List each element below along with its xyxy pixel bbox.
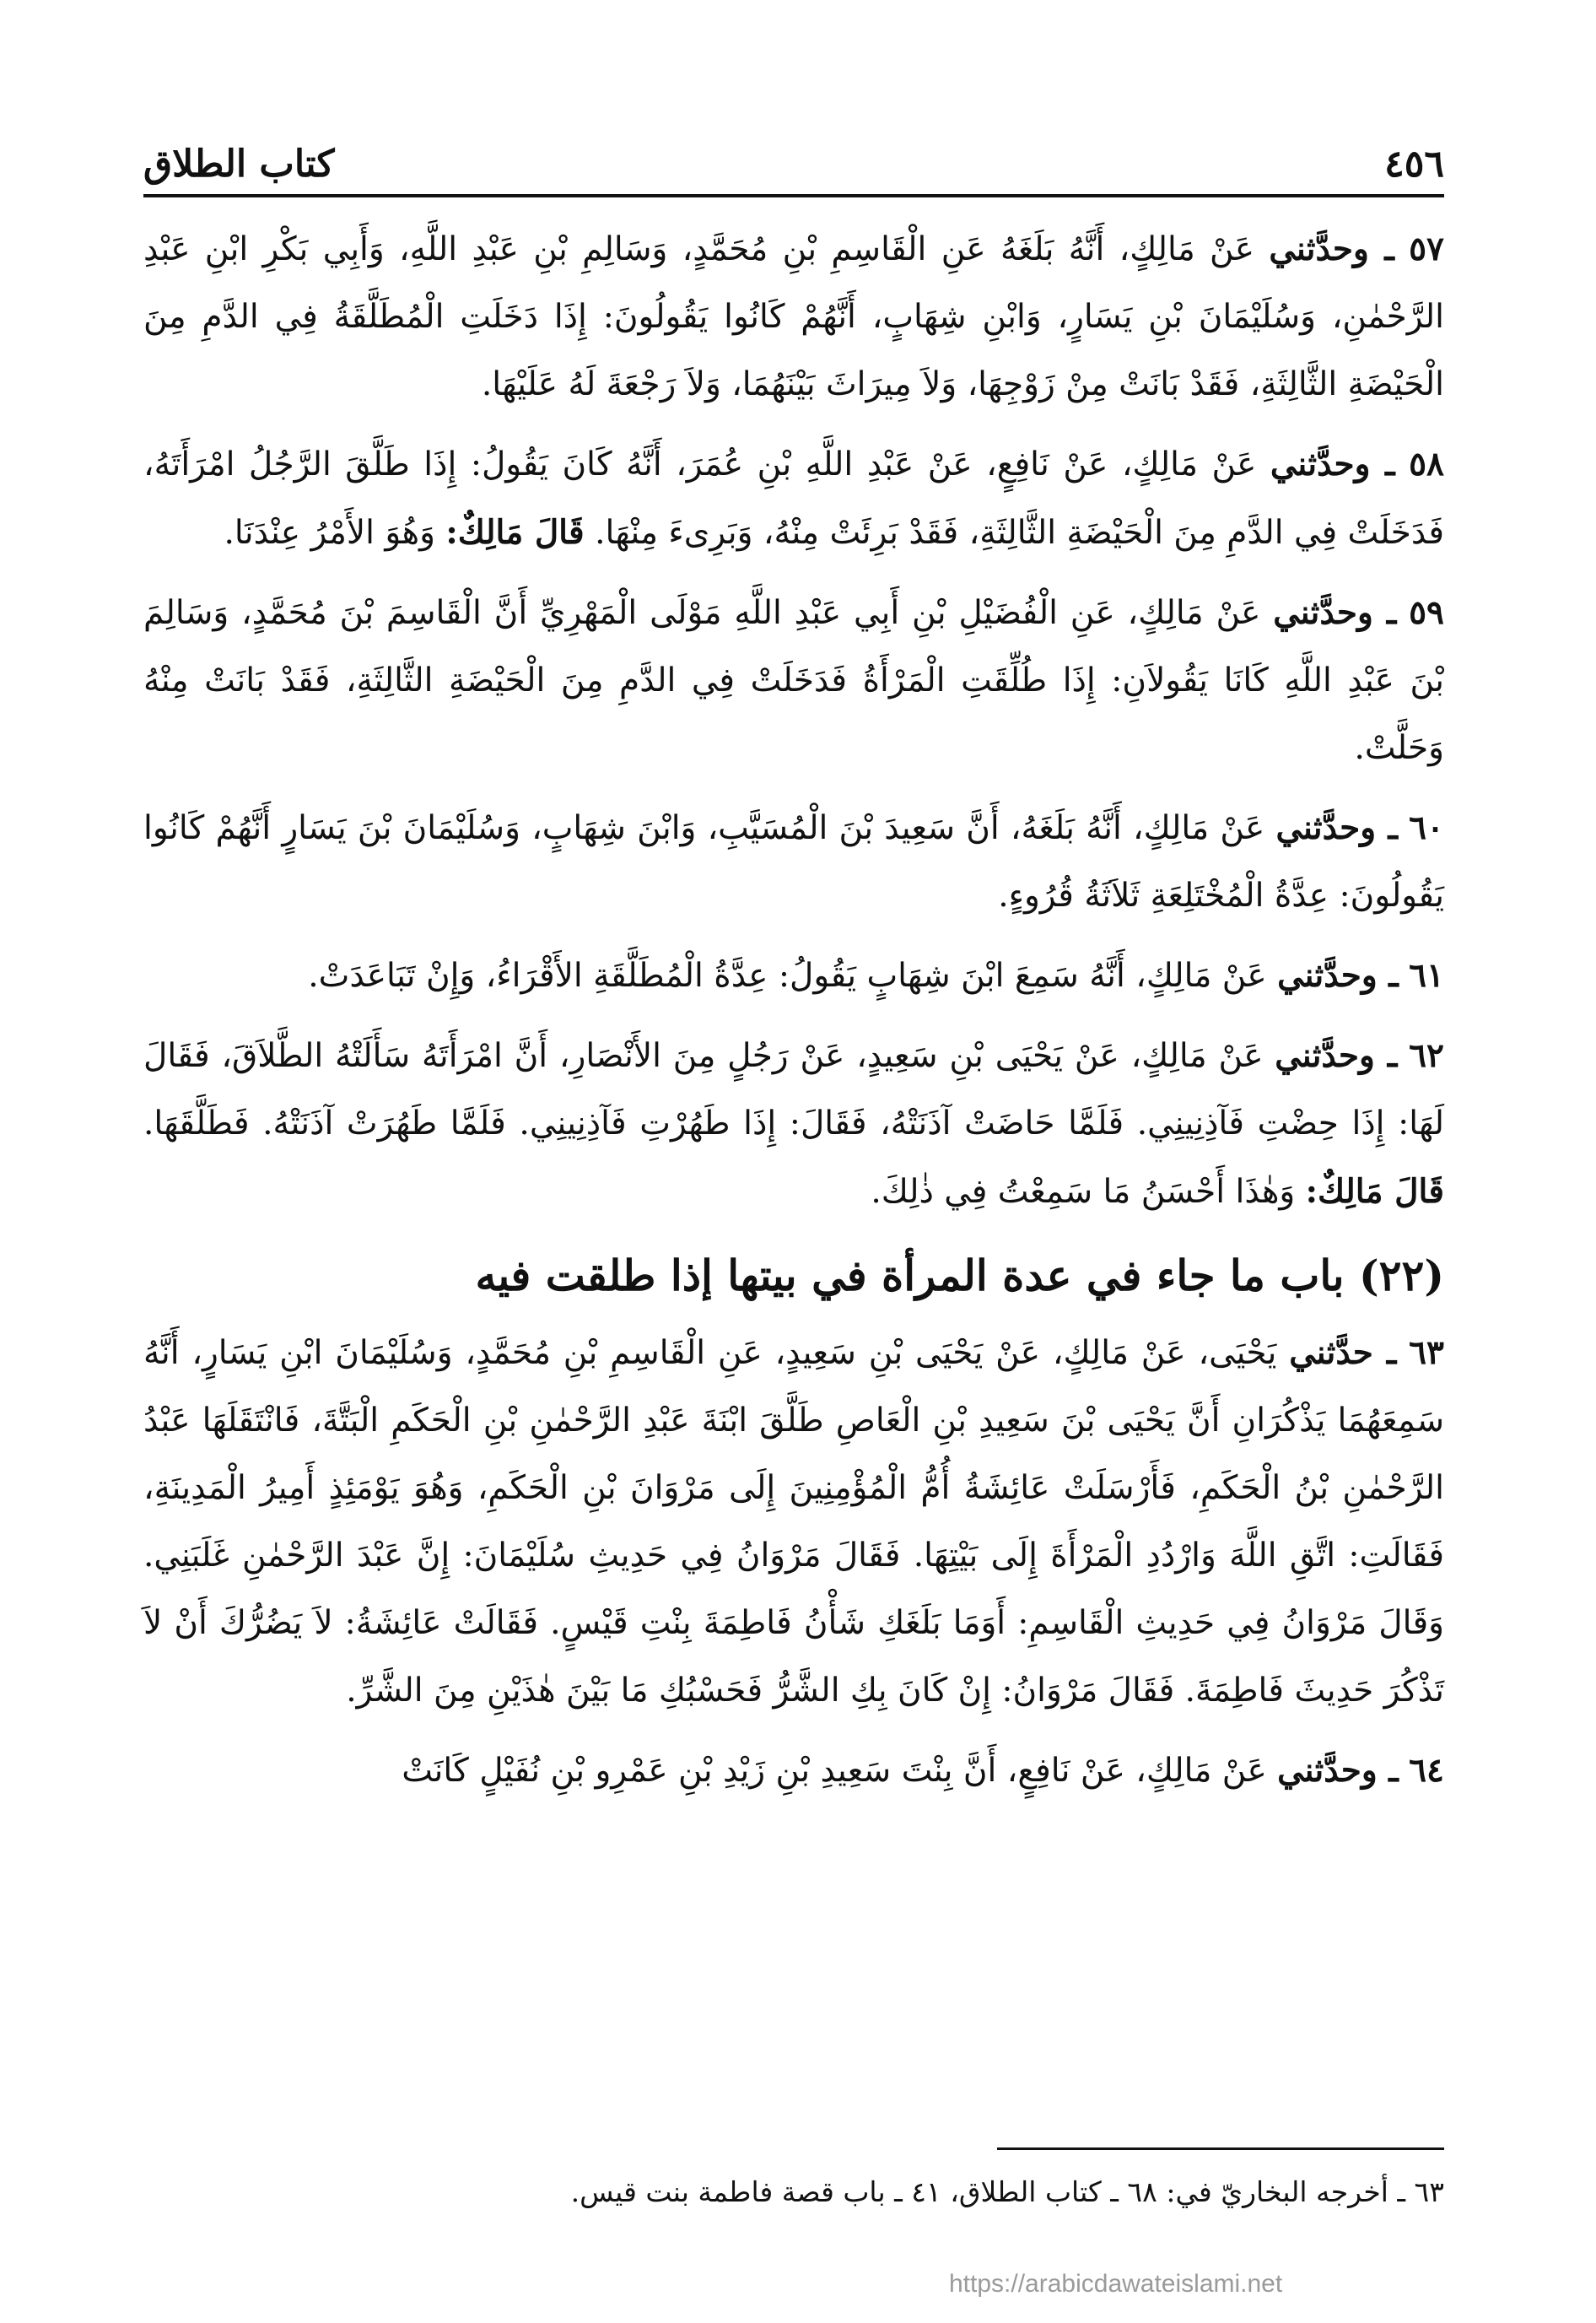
hadith-lead: وحدَّثني (1275, 1036, 1375, 1075)
hadith-61: ٦١ ـ وحدَّثني عَنْ مَالِكٍ، أَنَّهُ سَمِعَ ابْنَ شِهَابٍ يَقُولُ: عِدَّةُ الْمُطَلَّقَةِ الأَقْرَاءُ، وَإِنْ تَبَاعَدَتْ. (308, 956, 1444, 995)
running-header (143, 118, 1444, 197)
hadith-62: ٦٢ ـ وحدَّثني عَنْ مَالِكٍ، عَنْ يَحْيَى بْنِ سَعِيدٍ، عَنْ رَجُلٍ مِنَ الأَنْصَارِ، أَنَّ امْرَأَتَهُ سَأَلَتْهُ الطَّلاَقَ، فَقَالَ لَهَا: إِذَا حِضْتِ فَآذِنِينِي. فَلَمَّا حَاضَتْ آذَنَتْهُ، فَقَالَ: إِذَا طَهُرْتِ فَآذِنِينِي. فَلَمَّا طَهُرَتْ آذَنَتْهُ. فَطَلَّقَهَا. قَالَ مَالِكٌ: وَهٰذَا أَحْسَنُ مَا سَمِعْتُ فِي ذٰلِكَ. (143, 1036, 1444, 1211)
hadith-text: عَنْ مَالِكٍ، عَنْ يَحْيَى بْنِ سَعِيدٍ، عَنْ رَجُلٍ مِنَ الأَنْصَارِ، أَنَّ امْرَأَتَهُ سَأَلَتْهُ الطَّلاَقَ، فَقَالَ لَهَا: إِذَا حِضْتِ فَآذِنِينِي. فَلَمَّا حَاضَتْ آذَنَتْهُ، فَقَالَ: إِذَا طَهُرْتِ فَآذِنِينِي. فَلَمَّا طَهُرَتْ آذَنَتْهُ. فَطَلَّقَهَا. (143, 1037, 1444, 1143)
hadith-lead: وحدَّثني (1277, 1751, 1378, 1790)
hadith-number: ٥٨ (1409, 445, 1444, 484)
footnote-divider (997, 2147, 1444, 2150)
malik-said: قَالَ مَالِكٌ: (445, 513, 585, 552)
watermark-url: https://arabicdawateislami.net (949, 2270, 1283, 2298)
hadith-lead: وحدَّثني (1270, 445, 1371, 484)
hadith-lead: وحدَّثني (1273, 593, 1373, 632)
hadith-text: عَنْ مَالِكٍ، عَنِ الْفُضَيْلِ بْنِ أَبِي عَبْدِ اللَّهِ مَوْلَى الْمَهْرِيِّ أَنَّ الْقَاسِمَ بْنَ مُحَمَّدٍ، وَسَالِمَ بْنَ عَبْدِ اللَّهِ كَانَا يَقُولاَنِ: إِذَا طُلِّقَتِ الْمَرْأَةُ فَدَخَلَتْ فِي الدَّمِ مِنَ الْحَيْضَةِ الثَّالِثَةِ، فَقَدْ بَانَتْ مِنْهُ وَحَلَّتْ. (143, 594, 1444, 767)
hadith-number: ٦٤ (1409, 1751, 1444, 1790)
hadith-text: عَنْ مَالِكٍ، عَنْ نَافِعٍ، أَنَّ بِنْتَ سَعِيدِ بْنِ زَيْدِ بْنِ عَمْرِو بْنِ نُفَيْلٍ كَانَتْ (402, 1752, 1267, 1790)
hadith-number: ٦٠ (1409, 808, 1444, 847)
hadith-59: ٥٩ ـ وحدَّثني عَنْ مَالِكٍ، عَنِ الْفُضَيْلِ بْنِ أَبِي عَبْدِ اللَّهِ مَوْلَى الْمَهْرِيِّ أَنَّ الْقَاسِمَ بْنَ مُحَمَّدٍ، وَسَالِمَ بْنَ عَبْدِ اللَّهِ كَانَا يَقُولاَنِ: إِذَا طُلِّقَتِ الْمَرْأَةُ فَدَخَلَتْ فِي الدَّمِ مِنَ الْحَيْضَةِ الثَّالِثَةِ، فَقَدْ بَانَتْ مِنْهُ وَحَلَّتْ. (143, 593, 1444, 767)
hadith-64: ٦٤ ـ وحدَّثني عَنْ مَالِكٍ، عَنْ نَافِعٍ، أَنَّ بِنْتَ سَعِيدِ بْنِ زَيْدِ بْنِ عَمْرِو بْنِ نُفَيْلٍ كَانَتْ (402, 1751, 1444, 1790)
document-body (143, 215, 1444, 1817)
hadith-after: وَهُوَ الأَمْرُ عِنْدَنَا. (224, 514, 435, 552)
hadith-text: عَنْ مَالِكٍ، أَنَّهُ بَلَغَهُ عَنِ الْقَاسِمِ بْنِ مُحَمَّدٍ، وَسَالِمِ بْنِ عَبْدِ اللَّهِ، وَأَبِي بَكْرِ ابْنِ عَبْدِ الرَّحْمٰنِ، وَسُلَيْمَانَ بْنِ يَسَارٍ، وَابْنِ شِهَابٍ، أَنَّهُمْ كَانُوا يَقُولُونَ: إِذَا دَخَلَتِ الْمُطَلَّقَةُ فِي الدَّمِ مِنَ الْحَيْضَةِ الثَّالِثَةِ، فَقَدْ بَانَتْ مِنْ زَوْجِهَا، وَلاَ مِيرَاثَ بَيْنَهُمَا، وَلاَ رَجْعَةَ لَهُ عَلَيْهَا. (143, 230, 1444, 403)
malik-said: قَالَ مَالِكٌ: (1305, 1172, 1444, 1211)
hadith-number: ٦١ (1409, 956, 1444, 995)
hadith-lead: حدَّثني (1289, 1333, 1373, 1372)
hadith-number: ٥٩ (1409, 593, 1444, 632)
hadith-number: ٦٢ (1409, 1036, 1444, 1075)
hadith-number: ٦٣ (1409, 1333, 1444, 1372)
hadith-60: ٦٠ ـ وحدَّثني عَنْ مَالِكٍ، أَنَّهُ بَلَغَهُ، أَنَّ سَعِيدَ بْنَ الْمُسَيَّبِ، وَابْنَ شِهَابٍ، وَسُلَيْمَانَ بْنَ يَسَارٍ أَنَّهُمْ كَانُوا يَقُولُونَ: عِدَّةُ الْمُخْتَلِعَةِ ثَلاَثَةُ قُرُوءٍ. (143, 808, 1444, 915)
hadith-number: ٥٧ (1409, 230, 1444, 268)
hadith-63: ٦٣ ـ حدَّثني يَحْيَى، عَنْ مَالِكٍ، عَنْ يَحْيَى بْنِ سَعِيدٍ، عَنِ الْقَاسِمِ بْنِ مُحَمَّدٍ، وَسُلَيْمَانَ ابْنِ يَسَارٍ، أَنَّهُ سَمِعَهُمَا يَذْكُرَانِ أَنَّ يَحْيَى بْنَ سَعِيدِ بْنِ الْعَاصِ طَلَّقَ ابْنَةَ عَبْدِ الرَّحْمٰنِ بْنِ الْحَكَمِ الْبَتَّةَ، فَانْتَقَلَهَا عَبْدُ الرَّحْمٰنِ بْنُ الْحَكَمِ، فَأَرْسَلَتْ عَائِشَةُ أُمُّ الْمُؤْمِنِينَ إِلَى مَرْوَانَ بْنِ الْحَكَمِ، وَهُوَ يَوْمَئِذٍ أَمِيرُ الْمَدِينَةِ، فَقَالَتِ: اتَّقِ اللَّهَ وَارْدُدِ الْمَرْأَةَ إِلَى بَيْتِهَا. فَقَالَ مَرْوَانُ فِي حَدِيثِ سُلَيْمَانَ: إِنَّ عَبْدَ الرَّحْمٰنِ غَلَبَنِي. وَقَالَ مَرْوَانُ فِي حَدِيثِ الْقَاسِمِ: أَوَمَا بَلَغَكِ شَأْنُ فَاطِمَةَ بِنْتِ قَيْسٍ. فَقَالَتْ عَائِشَةُ: لاَ يَضُرُّكَ أَنْ لاَ تَذْكُرَ حَدِيثَ فَاطِمَةَ. فَقَالَ مَرْوَانُ: إِنْ كَانَ بِكِ الشَّرُّ فَحَسْبُكِ مَا بَيْنَ هٰذَيْنِ مِنَ الشَّرِّ. (143, 1333, 1444, 1710)
hadith-text: عَنْ مَالِكٍ، أَنَّهُ بَلَغَهُ، أَنَّ سَعِيدَ بْنَ الْمُسَيَّبِ، وَابْنَ شِهَابٍ، وَسُلَيْمَانَ بْنَ يَسَارٍ أَنَّهُمْ كَانُوا يَقُولُونَ: عِدَّةُ الْمُخْتَلِعَةِ ثَلاَثَةُ قُرُوءٍ. (143, 809, 1444, 915)
hadith-lead: وحدَّثني (1275, 808, 1377, 847)
hadith-after: وَهٰذَا أَحْسَنُ مَا سَمِعْتُ فِي ذٰلِكَ. (871, 1173, 1296, 1211)
hadith-text: عَنْ مَالِكٍ، أَنَّهُ سَمِعَ ابْنَ شِهَابٍ يَقُولُ: عِدَّةُ الْمُطَلَّقَةِ الأَقْرَاءُ، وَإِنْ تَبَاعَدَتْ. (308, 957, 1267, 995)
hadith-58: ٥٨ ـ وحدَّثني عَنْ مَالِكٍ، عَنْ نَافِعٍ، عَنْ عَبْدِ اللَّهِ بْنِ عُمَرَ، أَنَّهُ كَانَ يَقُولُ: إِذَا طَلَّقَ الرَّجُلُ امْرَأَتَهُ، فَدَخَلَتْ فِي الدَّمِ مِنَ الْحَيْضَةِ الثَّالِثَةِ، فَقَدْ بَرِئَتْ مِنْهُ، وَبَرِىءَ مِنْهَا. قَالَ مَالِكٌ: وَهُوَ الأَمْرُ عِنْدَنَا. (143, 445, 1444, 552)
footnote: ٦٣ ـ أخرجه البخاريّ في: ٦٨ ـ كتاب الطلاق، ٤١ ـ باب قصة فاطمة بنت قيس. (570, 2175, 1444, 2208)
hadith-text: عَنْ مَالِكٍ، عَنْ نَافِعٍ، عَنْ عَبْدِ اللَّهِ بْنِ عُمَرَ، أَنَّهُ كَانَ يَقُولُ: إِذَا طَلَّقَ الرَّجُلُ امْرَأَتَهُ، فَدَخَلَتْ فِي الدَّمِ مِنَ الْحَيْضَةِ الثَّالِثَةِ، فَقَدْ بَرِئَتْ مِنْهُ، وَبَرِىءَ مِنْهَا. (143, 446, 1444, 552)
hadith-lead: وحدَّثني (1269, 230, 1369, 268)
page-number: ٤٥٦ (1384, 143, 1444, 186)
hadith-text: يَحْيَى، عَنْ مَالِكٍ، عَنْ يَحْيَى بْنِ سَعِيدٍ، عَنِ الْقَاسِمِ بْنِ مُحَمَّدٍ، وَسُلَيْمَانَ ابْنِ يَسَارٍ، أَنَّهُ سَمِعَهُمَا يَذْكُرَانِ أَنَّ يَحْيَى بْنَ سَعِيدِ بْنِ الْعَاصِ طَلَّقَ ابْنَةَ عَبْدِ الرَّحْمٰنِ بْنِ الْحَكَمِ الْبَتَّةَ، فَانْتَقَلَهَا عَبْدُ الرَّحْمٰنِ بْنُ الْحَكَمِ، فَأَرْسَلَتْ عَائِشَةُ أُمُّ الْمُؤْمِنِينَ إِلَى مَرْوَانَ بْنِ الْحَكَمِ، وَهُوَ يَوْمَئِذٍ أَمِيرُ الْمَدِينَةِ، فَقَالَتِ: اتَّقِ اللَّهَ وَارْدُدِ الْمَرْأَةَ إِلَى بَيْتِهَا. فَقَالَ مَرْوَانُ فِي حَدِيثِ سُلَيْمَانَ: إِنَّ عَبْدَ الرَّحْمٰنِ غَلَبَنِي. وَقَالَ مَرْوَانُ فِي حَدِيثِ الْقَاسِمِ: أَوَمَا بَلَغَكِ شَأْنُ فَاطِمَةَ بِنْتِ قَيْسٍ. فَقَالَتْ عَائِشَةُ: لاَ يَضُرُّكَ أَنْ لاَ تَذْكُرَ حَدِيثَ فَاطِمَةَ. فَقَالَ مَرْوَانُ: إِنْ كَانَ بِكِ الشَّرُّ فَحَسْبُكِ مَا بَيْنَ هٰذَيْنِ مِنَ الشَّرِّ. (143, 1334, 1444, 1710)
hadith-lead: وحدَّثني (1277, 956, 1378, 995)
hadith-57: ٥٧ ـ وحدَّثني عَنْ مَالِكٍ، أَنَّهُ بَلَغَهُ عَنِ الْقَاسِمِ بْنِ مُحَمَّدٍ، وَسَالِمِ بْنِ عَبْدِ اللَّهِ، وَأَبِي بَكْرِ ابْنِ عَبْدِ الرَّحْمٰنِ، وَسُلَيْمَانَ بْنِ يَسَارٍ، وَابْنِ شِهَابٍ، أَنَّهُمْ كَانُوا يَقُولُونَ: إِذَا دَخَلَتِ الْمُطَلَّقَةُ فِي الدَّمِ مِنَ الْحَيْضَةِ الثَّالِثَةِ، فَقَدْ بَانَتْ مِنْ زَوْجِهَا، وَلاَ مِيرَاثَ بَيْنَهُمَا، وَلاَ رَجْعَةَ لَهُ عَلَيْهَا. (143, 230, 1444, 403)
chapter-heading: (٢٢) باب ما جاء في عدة المرأة في بيتها إذا طلقت فيه (475, 1251, 1444, 1300)
book-title: كتاب الطلاق (143, 143, 335, 186)
